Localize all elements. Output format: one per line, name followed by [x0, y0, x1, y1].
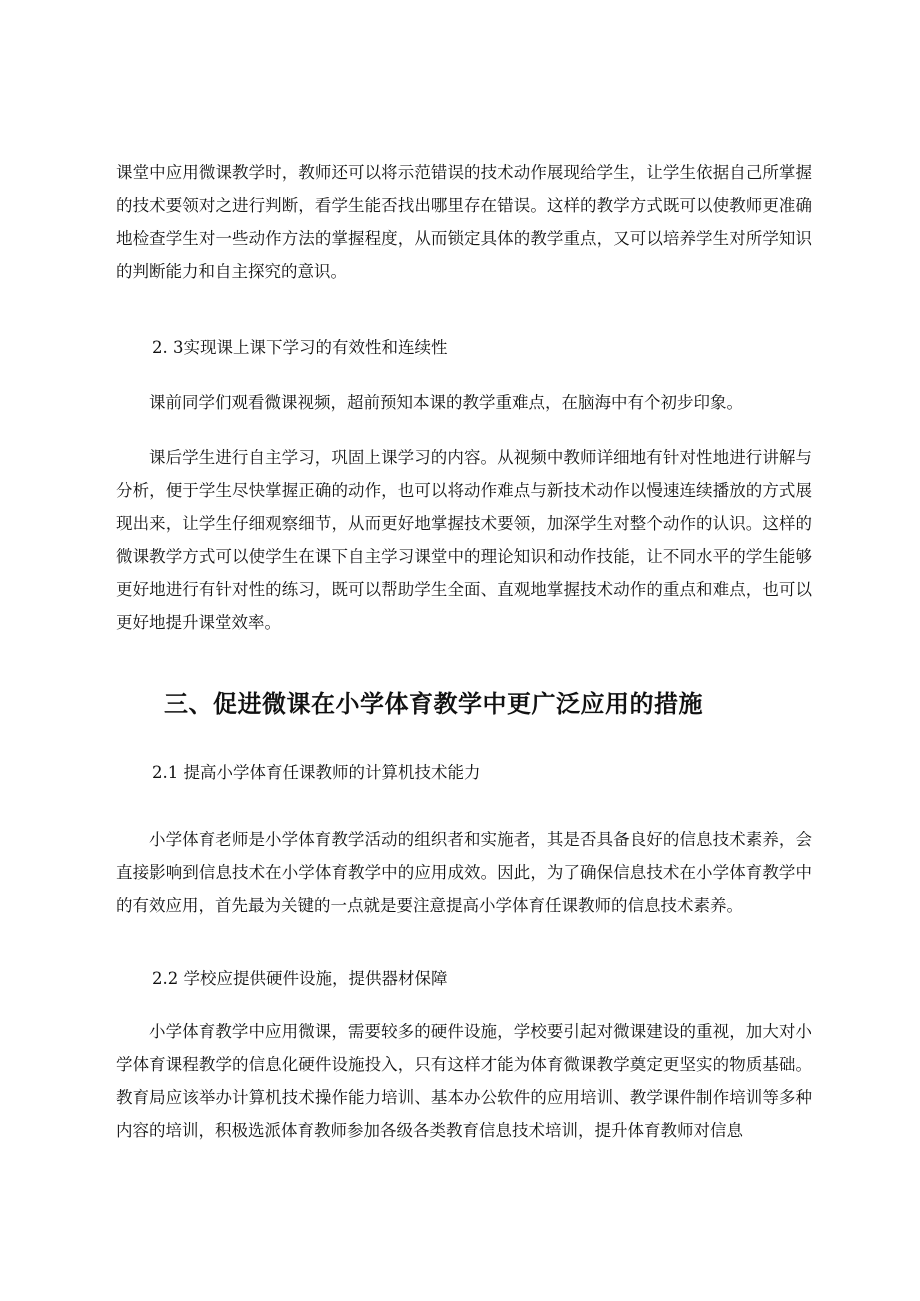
section-title-measures: 三、促进微课在小学体育教学中更广泛应用的措施	[164, 689, 703, 718]
subheading-2-2: 2.2 学校应提供硬件设施，提供器材保障	[152, 969, 448, 988]
paragraph-teacher-skills: 小学体育老师是小学体育教学活动的组织者和实施者，其是否具备良好的信息技术素养，会直接影响到信息技术在小学体育教学中的应用成效。因此，为了确保信息技术在小学体育教学中的有效应用，首先最为关键的一点就是要注意提高小学体育任课教师的信息技术素养。	[116, 830, 812, 915]
subheading-2-3: 2. 3实现课上课下学习的有效性和连续性	[152, 338, 448, 357]
subheading-2-1: 2.1 提高小学体育任课教师的计算机技术能力	[152, 763, 481, 782]
paragraph-after-class: 课后学生进行自主学习，巩固上课学习的内容。从视频中教师详细地有针对性地进行讲解与分析，便于学生尽快掌握正确的动作，也可以将动作难点与新技术动作以慢速连续播放的方式展现出来，让学生仔细观察细节，从而更好地掌握技术要领，加深学生对整个动作的认识。这样的微课教学方式可以使学生在课下自主学习课堂中的理论知识和动作技能，让不同水平的学生能够更好地进行有针对性的练习，既可以帮助学生全面、直观地掌握技术动作的重点和难点，也可以更好地提升课堂效率。	[116, 448, 812, 632]
paragraph-demonstrate-errors: 课堂中应用微课教学时，教师还可以将示范错误的技术动作展现给学生，让学生依据自己所掌握的技术要领对之进行判断，看学生能否找出哪里存在错误。这样的教学方式既可以使教师更准确地检查学生对一些动作方法的掌握程度，从而锁定具体的教学重点，又可以培养学生对所学知识的判断能力和自主探究的意识。	[116, 163, 812, 281]
paragraph-hardware-support: 小学体育教学中应用微课，需要较多的硬件设施，学校要引起对微课建设的重视，加大对小学体育课程教学的信息化硬件设施投入，只有这样才能为体育微课教学奠定更坚实的物质基础。教育局应该举办计算机技术操作能力培训、基本办公软件的应用培训、教学课件制作培训等多种内容的培训，积极选派体育教师参加各级各类教育信息技术培训，提升体育教师对信息	[116, 1022, 812, 1140]
paragraph-before-class: 课前同学们观看微课视频，超前预知本课的教学重难点，在脑海中有个初步印象。	[149, 393, 743, 412]
